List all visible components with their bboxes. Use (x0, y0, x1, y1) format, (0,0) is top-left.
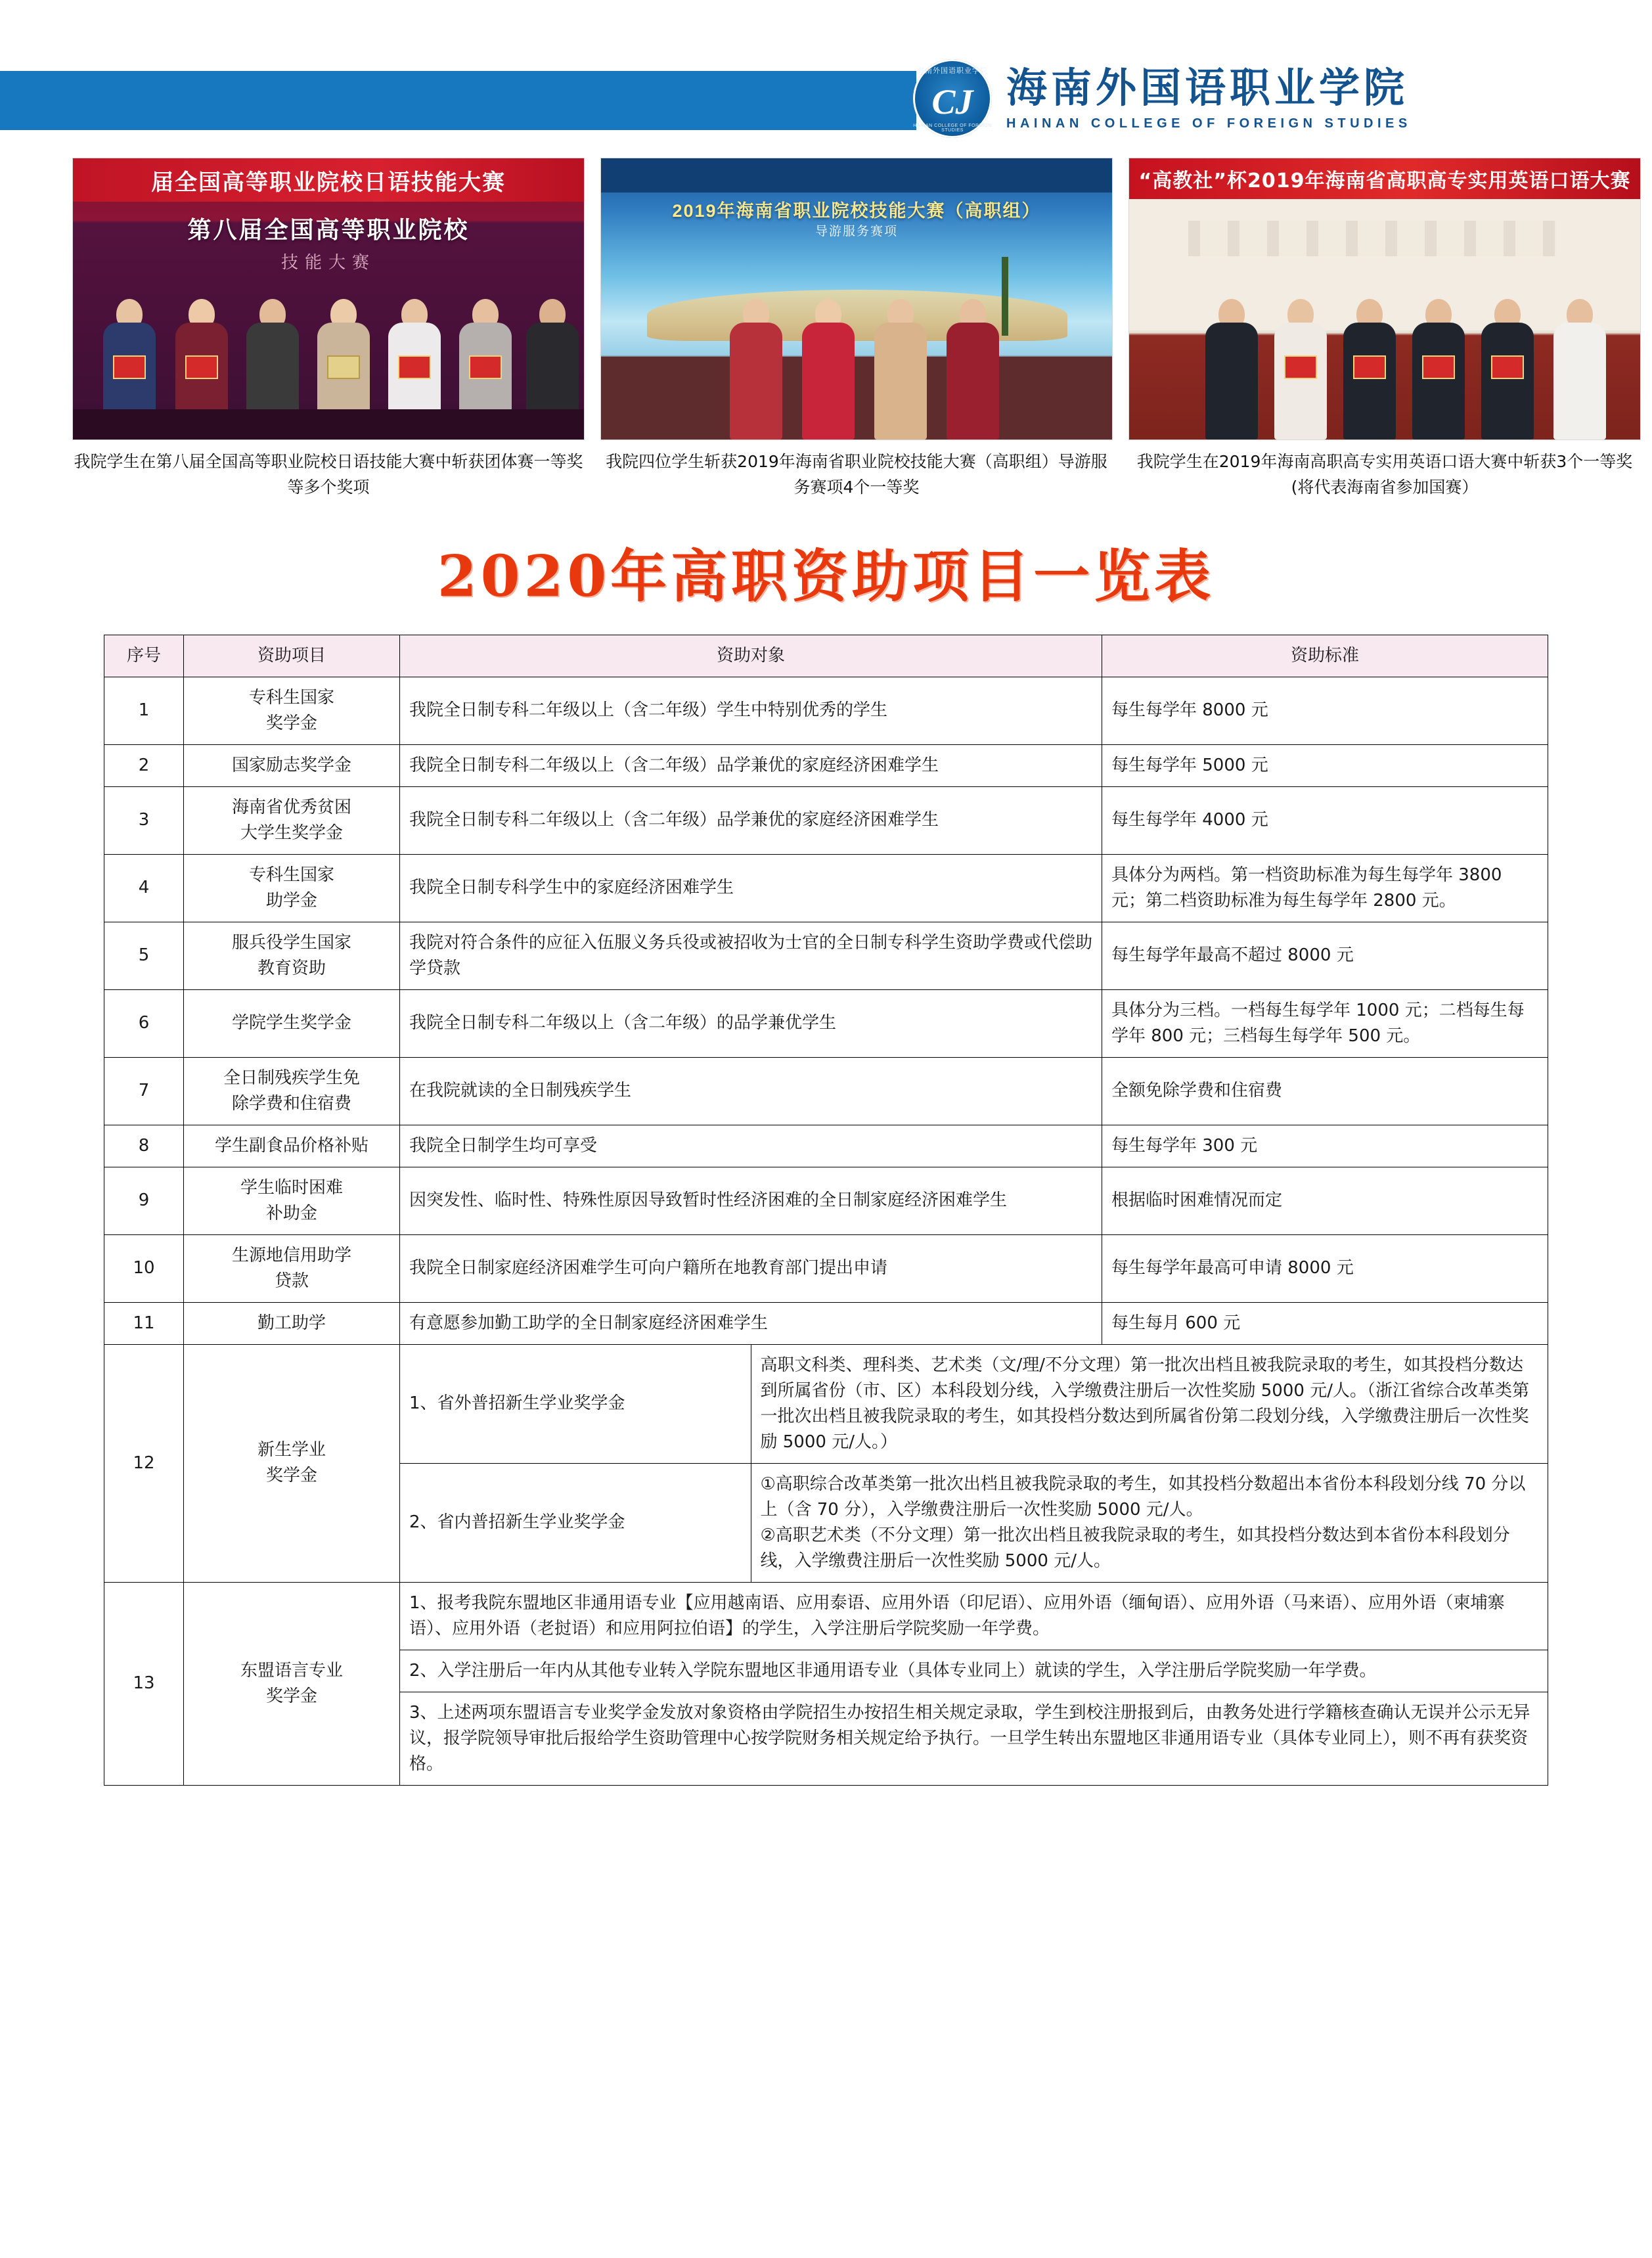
cell-standard: 每生每学年 300 元 (1102, 1125, 1548, 1167)
photo-tourism-contest (600, 158, 1113, 440)
cell-item: 海南省优秀贫困 大学生奖学金 (184, 786, 400, 854)
photo2-title: 2019年海南省职业院校技能大赛（高职组） (672, 201, 1041, 221)
cell-target: 有意愿参加勤工助学的全日制家庭经济困难学生 (400, 1302, 1102, 1344)
cell-no: 3 (104, 786, 184, 854)
cell-item: 生源地信用助学 贷款 (184, 1234, 400, 1302)
photo1-floor (73, 409, 584, 440)
cell-item: 东盟语言专业 奖学金 (184, 1582, 400, 1785)
school-identity (913, 59, 1412, 138)
cell-target: 我院全日制家庭经济困难学生可向户籍所在地教育部门提出申请 (400, 1234, 1102, 1302)
table-row (104, 922, 1548, 989)
table-row (104, 989, 1548, 1057)
photo-row (0, 151, 1652, 501)
page-header (0, 0, 1652, 151)
photo-col-2 (600, 158, 1113, 501)
table-row-12a (104, 1344, 1548, 1463)
cell-item: 学生副食品价格补贴 (184, 1125, 400, 1167)
cell-standard: 具体分为三档。一档每生每学年 1000 元；二档每生每学年 800 元；三档每生每学年 500 元。 (1102, 989, 1548, 1057)
cell-standard: 全额免除学费和住宿费 (1102, 1057, 1548, 1125)
cell-standard: 每生每学年 8000 元 (1102, 677, 1548, 744)
table-row-13a (104, 1582, 1548, 1650)
cell-target: 我院全日制专科二年级以上（含二年级）品学兼优的家庭经济困难学生 (400, 786, 1102, 854)
table-row (104, 744, 1548, 786)
cell-subcategory-text: 高职文科类、理科类、艺术类（文/理/不分文理）第一批次出档且被我院录取的考生，如其投档分数达到所属省份（市、区）本科段划分线，入学缴费注册后一次性奖励 5000 元/人。（浙江省综合改革类第一批次出档且被我院录取的考生，如其投档分数达到所属省份第二段划分线，入学缴费注册后一次性奖励 5000 元/人。） (751, 1344, 1548, 1463)
cell-item: 学生临时困难 补助金 (184, 1167, 400, 1234)
photo3-people (1129, 262, 1640, 440)
photo-col-3 (1128, 158, 1641, 501)
cell-no: 1 (104, 677, 184, 744)
header-blue-bar (0, 71, 916, 130)
school-name-cn: 海南外国语职业学院 (1006, 64, 1409, 112)
cell-standard: 具体分为两档。第一档资助标准为每生每学年 3800 元；第二档资助标准为每生每学年 2800 元。 (1102, 854, 1548, 922)
cell-no: 10 (104, 1234, 184, 1302)
cell-standard: 每生每学年最高不超过 8000 元 (1102, 922, 1548, 989)
cell-paragraph: 3、上述两项东盟语言专业奖学金发放对象资格由学院招生办按招生相关规定录取，学生到校注册报到后，由教务处进行学籍核查确认无误并公示无异议，报学院领导审批后报给学生资助管理中心按学院财务相关规定给予执行。一旦学生转出东盟地区非通用语专业（具体专业同上），则不再有获奖资格。 (400, 1692, 1548, 1785)
cell-no: 2 (104, 744, 184, 786)
photo-english-speech-contest (1128, 158, 1641, 440)
col-header-standard: 资助标准 (1102, 635, 1548, 677)
table-row (104, 677, 1548, 744)
cell-target: 在我院就读的全日制残疾学生 (400, 1057, 1102, 1125)
col-header-no: 序号 (104, 635, 184, 677)
photo-col-1 (72, 158, 585, 501)
photo2-top-strip (601, 158, 1112, 192)
photo2-subtitle: 导游服务赛项 (815, 225, 898, 238)
table-row (104, 786, 1548, 854)
photo3-caption: 我院学生在2019年海南高职高专实用英语口语大赛中斩获3个一等奖(将代表海南省参加国赛） (1136, 452, 1633, 497)
cell-target: 因突发性、临时性、特殊性原因导致暂时性经济困难的全日制家庭经济困难学生 (400, 1167, 1102, 1234)
cell-target: 我院全日制学生均可享受 (400, 1125, 1102, 1167)
cell-standard: 每生每学年 5000 元 (1102, 744, 1548, 786)
cell-subcategory-label: 2、省内普招新生学业奖学金 (400, 1463, 751, 1582)
cell-target: 我院全日制专科二年级以上（含二年级）学生中特别优秀的学生 (400, 677, 1102, 744)
cell-standard: 每生每月 600 元 (1102, 1302, 1548, 1344)
cell-no: 11 (104, 1302, 184, 1344)
cell-item: 勤工助学 (184, 1302, 400, 1344)
photo1-banner-top: 届全国高等职业院校日语技能大赛 (73, 158, 584, 202)
photo1-caption: 我院学生在第八届全国高等职业院校日语技能大赛中斩获团体赛一等奖等多个奖项 (74, 452, 583, 497)
school-logo-icon (913, 59, 992, 138)
logo-en-text: HAINAN COLLEGE OF FOREIGN STUDIES (913, 124, 992, 133)
table-body (104, 677, 1548, 1785)
cell-no: 13 (104, 1582, 184, 1785)
table-header-row (104, 635, 1548, 677)
table-row (104, 1125, 1548, 1167)
table-row (104, 854, 1548, 922)
cell-target: 我院全日制专科学生中的家庭经济困难学生 (400, 854, 1102, 922)
school-name-en: HAINAN COLLEGE OF FOREIGN STUDIES (1006, 116, 1412, 131)
table-row (104, 1057, 1548, 1125)
cell-item: 服兵役学生国家 教育资助 (184, 922, 400, 989)
cell-item: 专科生国家 助学金 (184, 854, 400, 922)
photo3-logo-band (1188, 221, 1556, 256)
cell-target: 我院全日制专科二年级以上（含二年级）的品学兼优学生 (400, 989, 1102, 1057)
cell-standard: 根据临时困难情况而定 (1102, 1167, 1548, 1234)
cell-paragraph: 1、报考我院东盟地区非通用语专业【应用越南语、应用泰语、应用外语（印尼语）、应用外语（缅甸语）、应用外语（马来语）、应用外语（柬埔寨语）、应用外语（老挝语）和应用阿拉伯语】的学生，入学注册后学院奖励一年学费。 (400, 1582, 1548, 1650)
logo-monogram: CJ (931, 82, 973, 122)
logo-cn-text: 海南外国语职业学院 (917, 67, 988, 75)
photo1-banner-main: 第八届全国高等职业院校 (187, 216, 470, 244)
cell-item: 全日制残疾学生免 除学费和住宿费 (184, 1057, 400, 1125)
cell-subcategory-label: 1、省外普招新生学业奖学金 (400, 1344, 751, 1463)
photo2-people (601, 262, 1112, 440)
col-header-target: 资助对象 (400, 635, 1102, 677)
photo-japanese-skill-contest (72, 158, 585, 440)
cell-paragraph: 2、入学注册后一年内从其他专业转入学院东盟地区非通用语专业（具体专业同上）就读的学生，入学注册后学院奖励一年学费。 (400, 1650, 1548, 1692)
table-row (104, 1234, 1548, 1302)
cell-standard: 每生每学年最高可申请 8000 元 (1102, 1234, 1548, 1302)
cell-target: 我院全日制专科二年级以上（含二年级）品学兼优的家庭经济困难学生 (400, 744, 1102, 786)
photo2-caption: 我院四位学生斩获2019年海南省职业院校技能大赛（高职组）导游服务赛项4个一等奖 (606, 452, 1107, 497)
photo3-banner: “高教社”杯2019年海南省高职高专实用英语口语大赛 (1129, 158, 1640, 199)
table-row (104, 1302, 1548, 1344)
cell-no: 5 (104, 922, 184, 989)
cell-item: 专科生国家 奖学金 (184, 677, 400, 744)
cell-item: 学院学生奖学金 (184, 989, 400, 1057)
page-title: 2020年高职资助项目一览表 (437, 543, 1215, 610)
cell-item: 新生学业 奖学金 (184, 1344, 400, 1582)
cell-no: 4 (104, 854, 184, 922)
cell-subcategory-text: ①高职综合改革类第一批次出档且被我院录取的考生，如其投档分数超出本省份本科段划分线 70 分以上（含 70 分），入学缴费注册后一次性奖励 5000 元/人。 ②高职艺术类（不分文理）第一批次出档且被我院录取的考生，如其投档分数达到本省份本科段划分线，入学缴费注册后一次性奖励 5000 元/人。 (751, 1463, 1548, 1582)
funding-table (104, 635, 1548, 1786)
cell-target: 我院对符合条件的应征入伍服义务兵役或被招收为士官的全日制专科学生资助学费或代偿助学贷款 (400, 922, 1102, 989)
cell-no: 9 (104, 1167, 184, 1234)
cell-no: 6 (104, 989, 184, 1057)
cell-no: 8 (104, 1125, 184, 1167)
cell-no: 12 (104, 1344, 184, 1582)
photo1-banner-sub: 技能大赛 (280, 252, 376, 272)
table-row (104, 1167, 1548, 1234)
cell-standard: 每生每学年 4000 元 (1102, 786, 1548, 854)
col-header-item: 资助项目 (184, 635, 400, 677)
cell-item: 国家励志奖学金 (184, 744, 400, 786)
cell-no: 7 (104, 1057, 184, 1125)
funding-table-wrap (0, 612, 1652, 1825)
